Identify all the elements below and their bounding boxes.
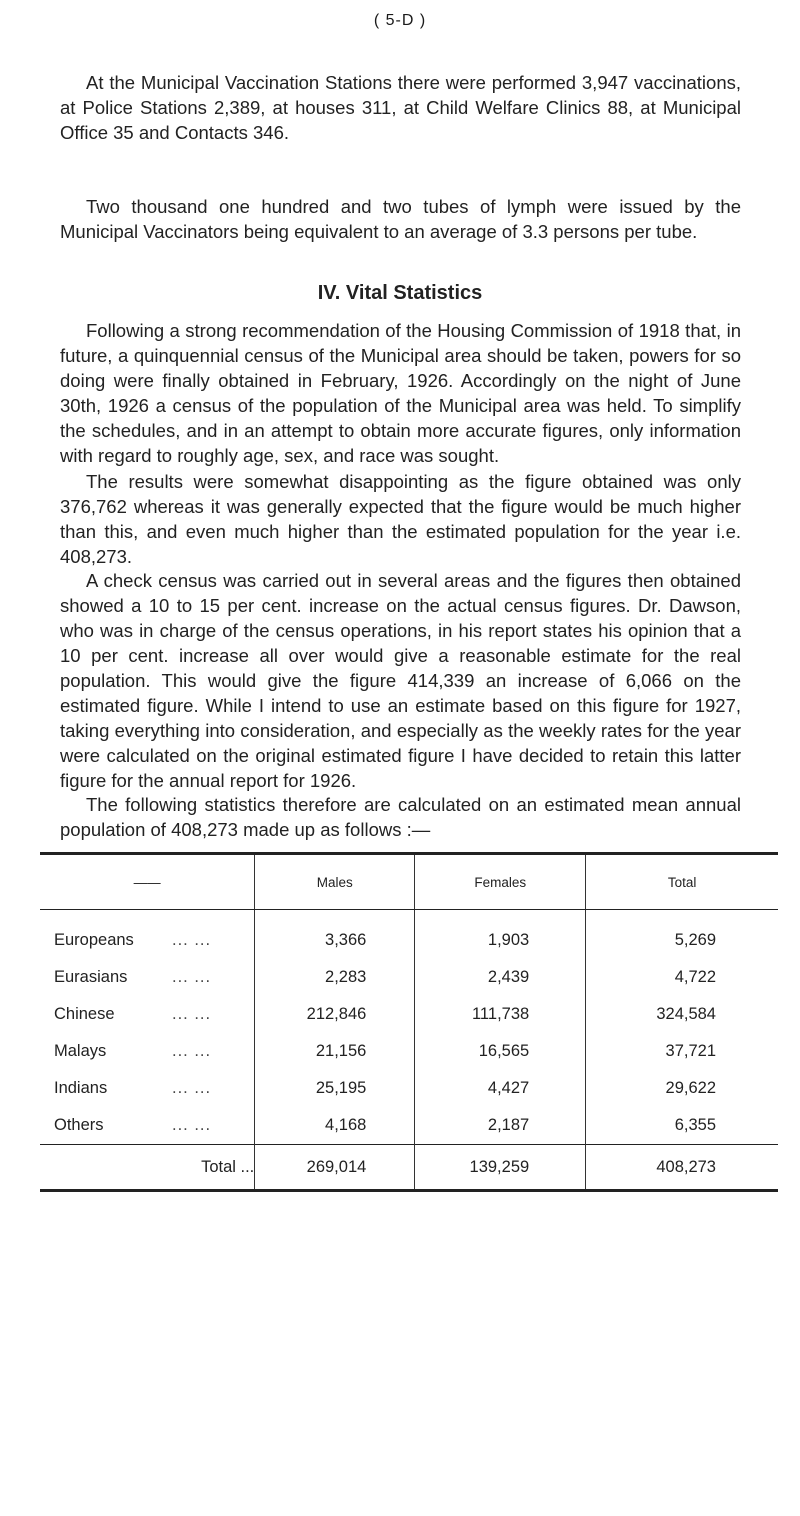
row-label: Europeans — [54, 931, 134, 949]
paragraph-statistics-intro: The following statistics therefore are calculated on an estimated mean annual population of 408,273 made up as follows :— — [60, 794, 741, 840]
table-row — [40, 1033, 778, 1070]
row-label: Chinese — [54, 1005, 115, 1023]
header-females: Females — [415, 854, 586, 910]
table-total-row — [40, 1145, 778, 1191]
table-row — [40, 910, 778, 960]
table-row — [40, 959, 778, 996]
table-row — [40, 996, 778, 1033]
header-total: Total — [586, 854, 778, 910]
cell-males: 21,156 — [255, 1033, 415, 1070]
paragraph-vaccinations: At the Municipal Vaccination Stations there were performed 3,947 vaccinations, at Police Stations 2,389, at houses 311, at Child Welfare Clinics 88, at Municipal Office 35 and Contacts 346. — [60, 72, 741, 143]
cell-males: 25,195 — [255, 1070, 415, 1107]
cell-females: 2,439 — [415, 959, 586, 996]
row-dots: ... ... — [172, 1005, 212, 1023]
cell-males: 212,846 — [255, 996, 415, 1033]
paragraph-lymph-tubes: Two thousand one hundred and two tubes of lymph were issued by the Municipal Vaccinators being equivalent to an average of 3.3 persons per tube. — [60, 196, 741, 242]
row-label: Eurasians — [54, 968, 128, 986]
row-label: Malays — [54, 1042, 107, 1060]
paragraph-census-recommendation: Following a strong recommendation of the Housing Commission of 1918 that, in future, a quinquennial census of the Municipal area should be taken, powers for so doing were finally obtained in February, 1926. Accordingly on the night of June 30th, 1926 a census of the population of the Municipal area was held. To simplify the schedules, and in an attempt to obtain more accurate figures, only information with regard to roughly age, sex, and race was sought. — [60, 320, 741, 466]
paragraph-check-census: A check census was carried out in several areas and the figures then obtained showed a 10 to 15 per cent. increase on the actual census figures. Dr. Dawson, who was in charge of the census operations, in his report states his opinion that a 10 per cent. increase all over would give a reasonable estimate for the real population. This would give the figure 414,339 an increase of 6,066 on the estimated figure. While I intend to use an estimate based on this figure for 1927, taking everything into consideration, and especially as the weekly rates for the year were calculated on the original estimated figure I have decided to retain this latter figure for the annual report for 1926. — [60, 570, 741, 791]
cell-total: 6,355 — [586, 1107, 778, 1145]
cell-total: 324,584 — [586, 996, 778, 1033]
cell-females: 4,427 — [415, 1070, 586, 1107]
row-label: Indians — [54, 1079, 108, 1097]
total-total: 408,273 — [586, 1145, 778, 1191]
total-females: 139,259 — [415, 1145, 586, 1191]
cell-females: 1,903 — [415, 910, 586, 960]
header-males: Males — [255, 854, 415, 910]
table-row — [40, 1070, 778, 1107]
cell-females: 111,738 — [415, 996, 586, 1033]
cell-females: 16,565 — [415, 1033, 586, 1070]
table-row — [40, 1107, 778, 1145]
row-dots: ... ... — [172, 1042, 212, 1060]
cell-females: 2,187 — [415, 1107, 586, 1145]
total-label: Total ... — [40, 1145, 255, 1191]
row-dots: ... ... — [172, 968, 212, 986]
paragraph-census-results: The results were somewhat disappointing as the figure obtained was only 376,762 whereas it was generally expected that the figure would be much higher than this, and even much higher than the estimated population for the year i.e. 408,273. — [60, 471, 741, 567]
table-header-row — [40, 854, 778, 910]
page-number: ( 5-D ) — [373, 12, 427, 29]
row-dots: ... ... — [172, 931, 212, 949]
section-heading: IV. Vital Statistics — [317, 282, 483, 304]
row-label: Others — [54, 1116, 104, 1134]
population-table — [40, 852, 778, 1192]
cell-males: 2,283 — [255, 959, 415, 996]
cell-total: 5,269 — [586, 910, 778, 960]
cell-total: 37,721 — [586, 1033, 778, 1070]
cell-total: 4,722 — [586, 959, 778, 996]
cell-males: 3,366 — [255, 910, 415, 960]
row-dots: ... ... — [172, 1116, 212, 1134]
header-label: —— — [40, 854, 255, 910]
cell-males: 4,168 — [255, 1107, 415, 1145]
row-dots: ... ... — [172, 1079, 212, 1097]
cell-total: 29,622 — [586, 1070, 778, 1107]
total-males: 269,014 — [255, 1145, 415, 1191]
